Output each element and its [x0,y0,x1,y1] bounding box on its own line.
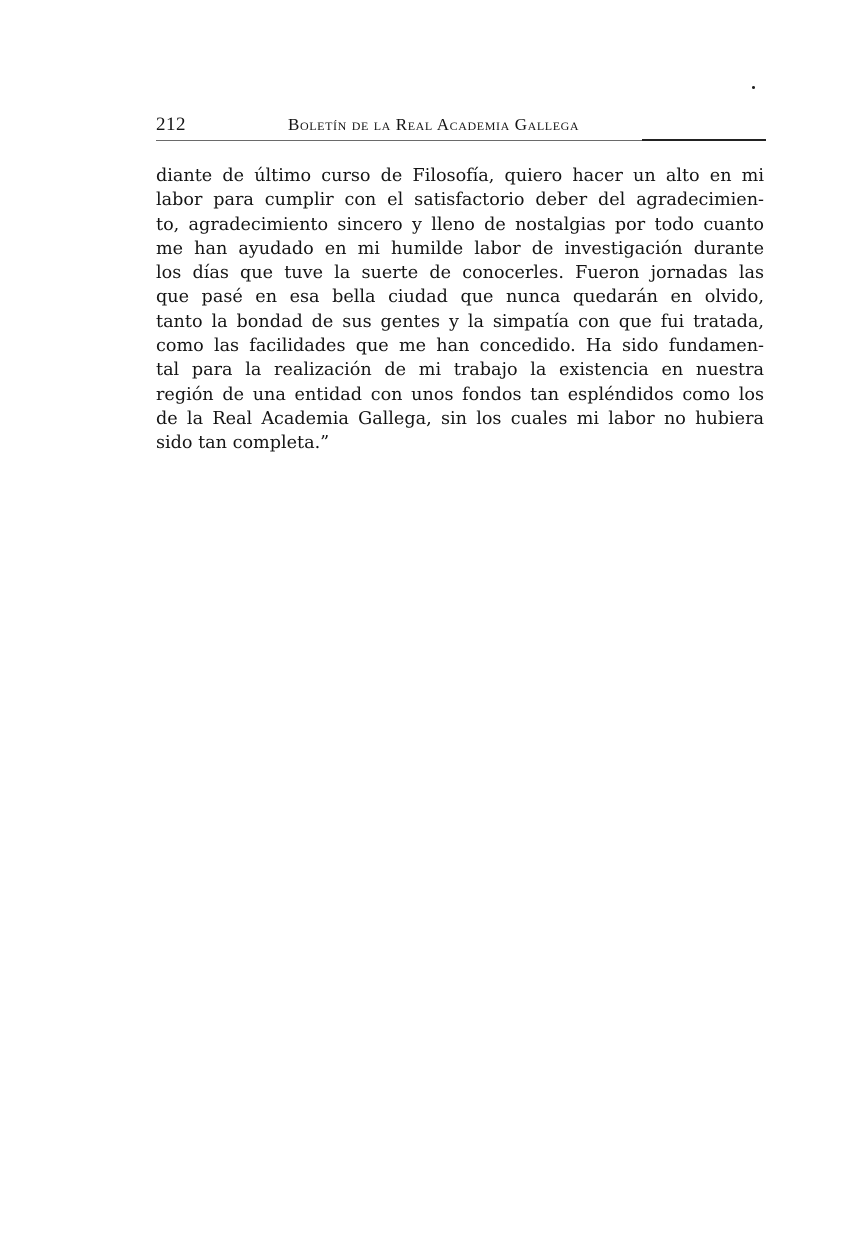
text-line: tal para la realización de mi trabajo la existencia en nuestra [156,360,764,381]
text-line: to, agradecimiento sincero y lleno de nostalgias por todo cuanto [156,214,764,235]
text-line: tanto la bondad de sus gentes y la simpatía con que fui tratada, [156,311,764,332]
text-line: como las facilidades que me han concedido. Ha sido fundamen- [156,336,764,357]
text-line: los días que tuve la suerte de conocerles. Fueron jornadas las [156,263,764,284]
text-line-last: sido tan completa.” [156,433,330,454]
page-header [156,114,766,138]
scan-speck [752,86,755,89]
text-line: me han ayudado en mi humilde labor de investigación durante [156,238,764,259]
text-line: que pasé en esa bella ciudad que nunca quedarán en olvido, [156,287,764,308]
body-paragraph [156,164,764,456]
running-title: Boletín de la Real Academia Gallega [288,115,580,134]
page-number: 212 [156,114,186,135]
text-line: diante de último curso de Filosofía, quiero hacer un alto en mi [156,166,764,186]
header-rule-accent [642,139,766,141]
text-line: de la Real Academia Gallega, sin los cuales mi labor no hubiera [156,408,764,429]
text-line: labor para cumplir con el satisfactorio deber del agradecimien- [156,190,764,211]
text-line: región de una entidad con unos fondos tan espléndidos como los [156,384,764,405]
